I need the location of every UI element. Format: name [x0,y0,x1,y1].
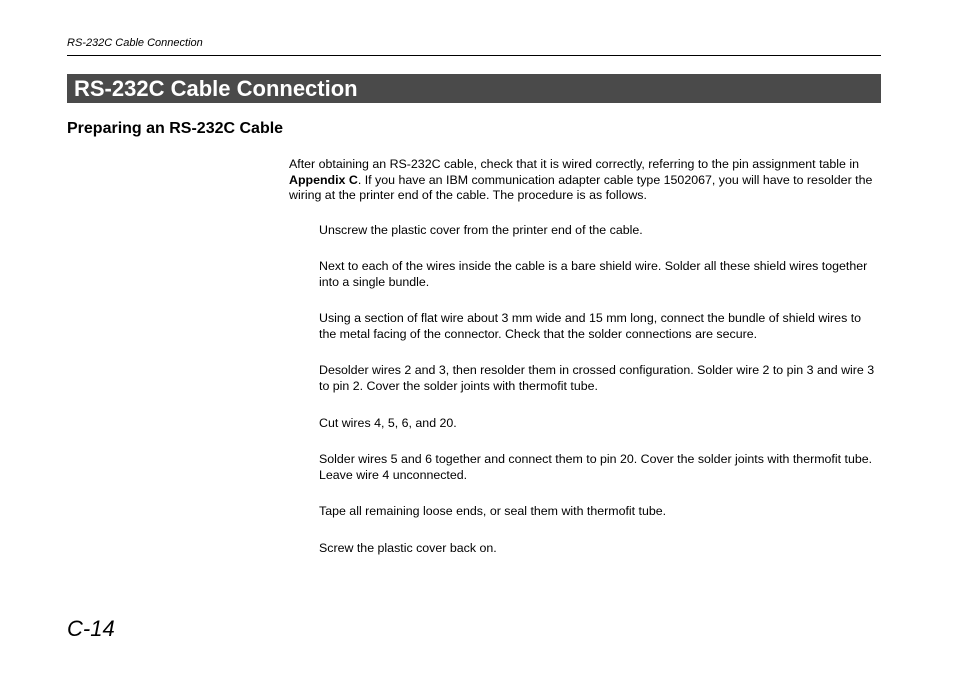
step-6: Solder wires 5 and 6 together and connect them to pin 20. Cover the solder joints with thermofit tube. Leave wire 4 unconnected. [319,452,873,482]
step-2: Next to each of the wires inside the cable is a bare shield wire. Solder all these shield wires together into a single bundle. [319,259,868,289]
step-5: Cut wires 4, 5, 6, and 20. [319,416,457,430]
running-header: RS-232C Cable Connection [67,37,203,49]
step-3: Using a section of flat wire about 3 mm wide and 15 mm long, connect the bundle of shield wires to the metal facing of the connector. Check that the solder connections are secure. [319,311,862,341]
appendix-reference: Appendix C [289,172,358,187]
intro-text-start: After obtaining an RS-232C cable, check that it is wired correctly, referring to the pin assignment table in [289,157,860,171]
title-bar [67,74,881,103]
step-7: Tape all remaining loose ends, or seal them with thermofit tube. [319,504,667,518]
intro-paragraph [289,157,881,204]
section-heading: Preparing an RS-232C Cable [67,120,284,137]
page-number: C-14 [67,616,115,641]
intro-text-end: . If you have an IBM communication adapter cable type 1502067, you will have to resolder the wiring at the printer end of the cable. The procedure is as follows. [289,172,873,202]
step-8: Screw the plastic cover back on. [319,541,497,555]
step-1: Unscrew the plastic cover from the printer end of the cable. [319,223,643,237]
header-rule [67,55,881,56]
step-4: Desolder wires 2 and 3, then resolder them in crossed configuration. Solder wire 2 to pin 3 and wire 3 to pin 2. Cover the solder joints with thermofit tube. [319,363,875,393]
page-title: RS-232C Cable Connection [74,76,358,101]
